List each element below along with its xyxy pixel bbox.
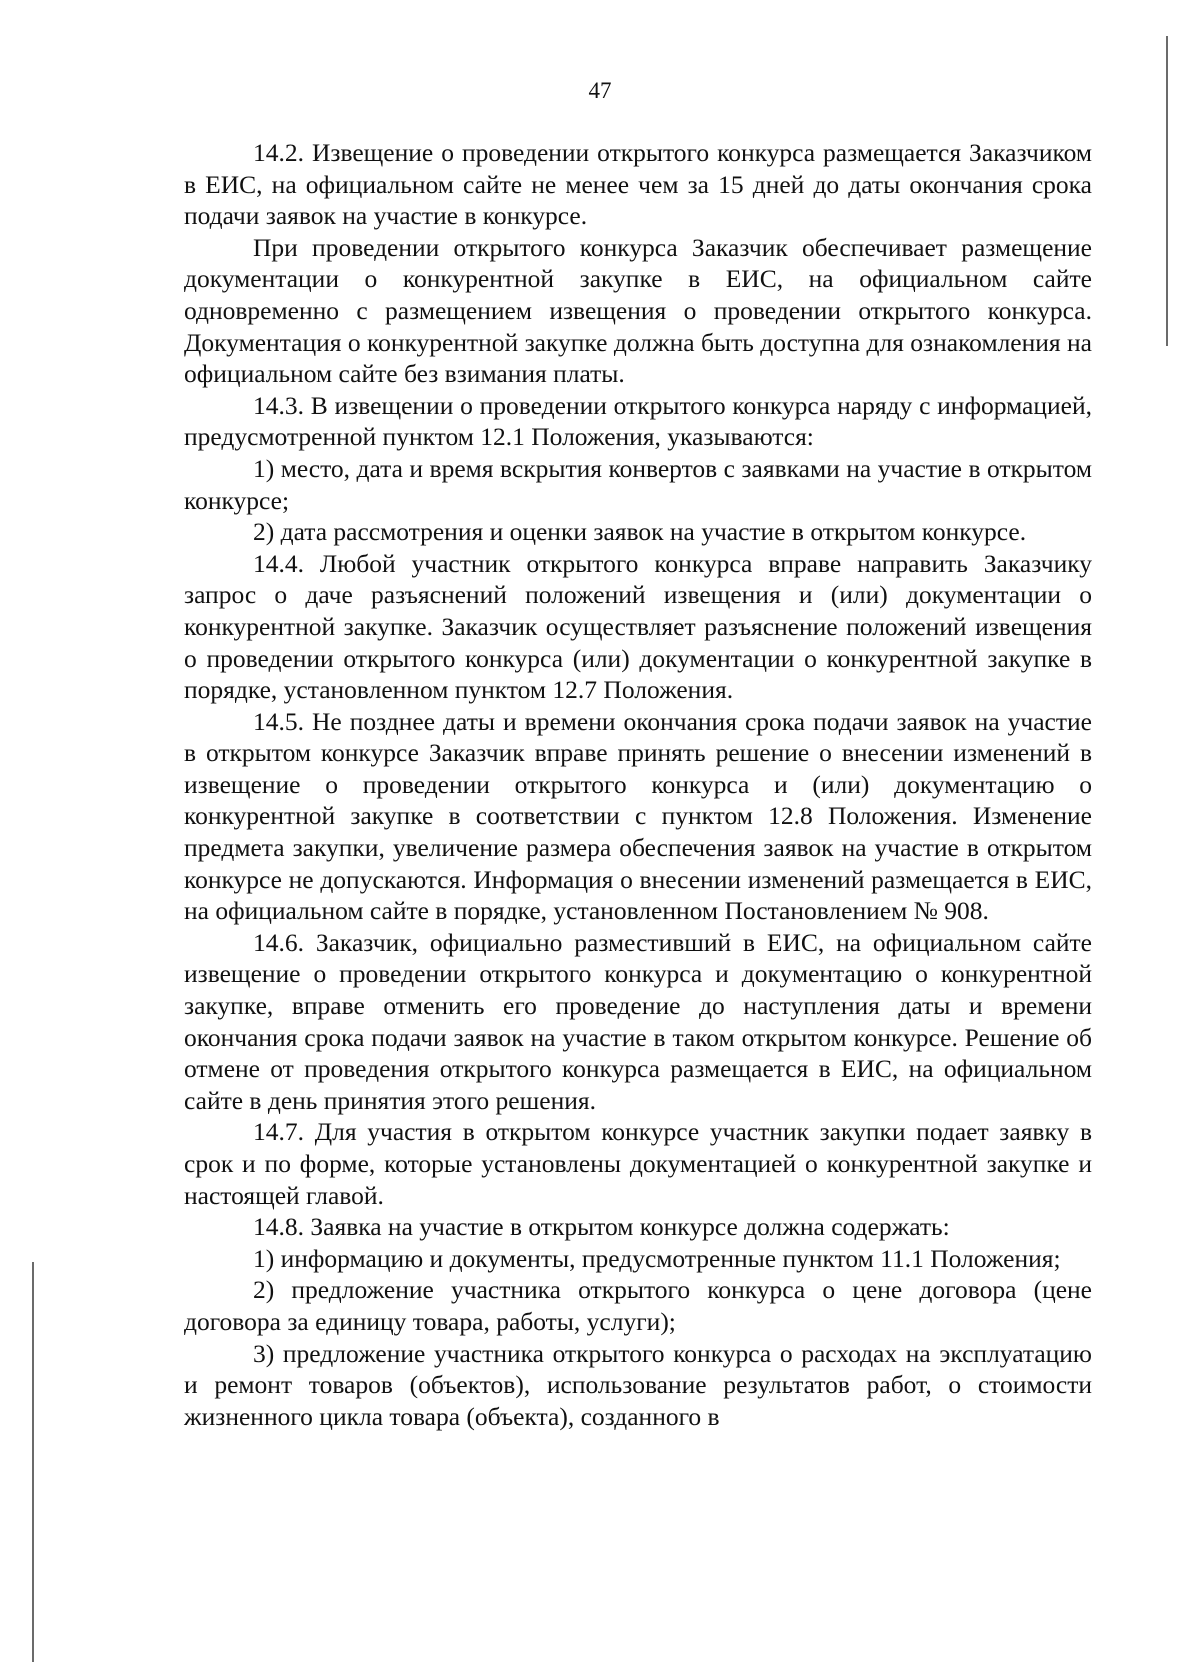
- document-body: [184, 137, 1092, 1432]
- list-item-14-8-1: 1) информацию и документы, предусмотренные пунктом 11.1 Положения;: [253, 1243, 1061, 1273]
- list-item-14-8-2: 2) предложение участника открытого конкурса о цене договора (цене договора за единицу товара, работы, услуги);: [184, 1275, 1092, 1336]
- paragraph-14-2: 14.2. Извещение о проведении открытого конкурса размещается Заказчиком в ЕИС, на официальном сайте не менее чем за 15 дней до даты окончания срока подачи заявок на участие в конкурсе.: [184, 138, 1092, 231]
- scan-edge-line-left: [32, 1262, 34, 1662]
- paragraph-14-3: 14.3. В извещении о проведении открытого конкурса наряду с информацией, предусмотренной пунктом 12.1 Положения, указываются:: [184, 390, 1092, 452]
- paragraph-14-4: 14.4. Любой участник открытого конкурса вправе направить Заказчику запрос о даче разъяснений положений извещения и (или) документации о конкурентной закупке. Заказчик осуществляет разъяснение положений извещения о проведении открытого конкурса (или) документации о конкурентной закупке в порядке, установленном пунктом 12.7 Положения.: [184, 548, 1092, 705]
- paragraph-14-8: 14.8. Заявка на участие в открытом конкурсе должна содержать:: [253, 1212, 950, 1242]
- list-item-14-3-2: 2) дата рассмотрения и оценки заявок на участие в открытом конкурсе.: [253, 517, 1027, 547]
- list-item-14-3-1: 1) место, дата и время вскрытия конвертов с заявками на участие в открытом конкурсе;: [184, 453, 1092, 515]
- paragraph-14-2-continuation: При проведении открытого конкурса Заказчик обеспечивает размещение документации о конкурентной закупке в ЕИС, на официальном сайте одновременно с размещением извещения о проведении открытого конкурса. Документация о конкурентной закупке должна быть доступна для ознакомления на официальном сайте без взимания платы.: [184, 232, 1092, 389]
- paragraph-14-6: 14.6. Заказчик, официально разместивший в ЕИС, на официальном сайте извещение о проведении открытого конкурса и документацию о конкурентной закупке, вправе отменить его проведение до наступления даты и времени окончания срока подачи заявок на участие в таком открытом конкурсе. Решение об отмене от проведения открытого конкурса размещается в ЕИС, на официальном сайте в день принятия этого решения.: [184, 927, 1092, 1115]
- paragraph-14-5: 14.5. Не позднее даты и времени окончания срока подачи заявок на участие в открытом конкурсе Заказчик вправе принять решение о внесении изменений в извещение о проведении открытого конкурса и (или) документацию о конкурентной закупке в соответствии с пунктом 12.8 Положения. Изменение предмета закупки, увеличение размера обеспечения заявок на участие в открытом конкурсе не допускаются. Информация о внесении изменений размещается в ЕИС, на официальном сайте в порядке, установленном Постановлением № 908.: [184, 706, 1092, 926]
- paragraph-14-7: 14.7. Для участия в открытом конкурсе участник закупки подает заявку в срок и по форме, которые установлены документацией о конкурентной закупке и настоящей главой.: [184, 1117, 1092, 1210]
- list-item-14-8-3: 3) предложение участника открытого конкурса о расходах на эксплуатацию и ремонт товаров (объектов), использование результатов работ, о стоимости жизненного цикла товара (объекта), созданного в: [184, 1338, 1092, 1431]
- page-number: 47: [588, 78, 612, 103]
